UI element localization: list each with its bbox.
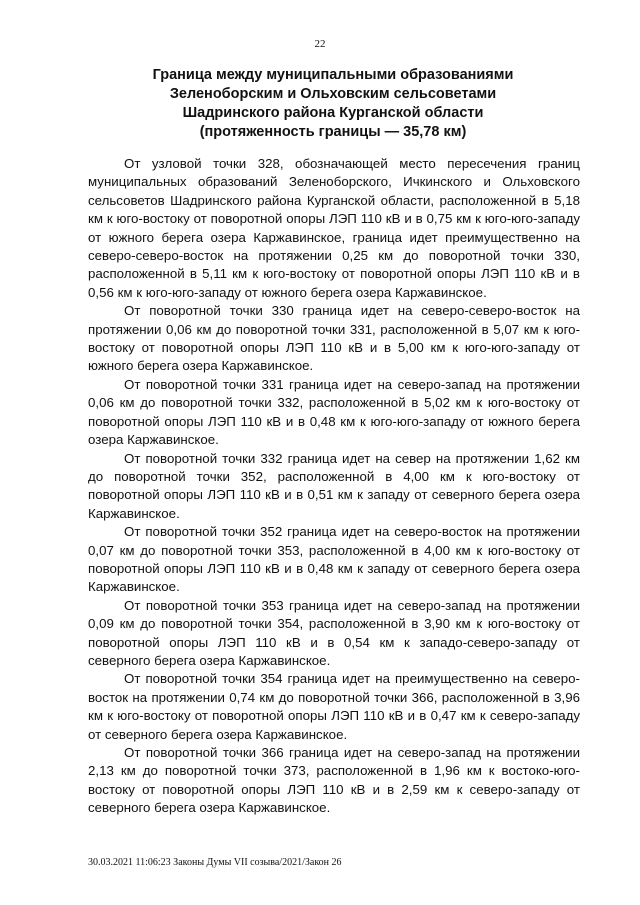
title-line: Зеленоборским и Ольховским сельсоветами [169,86,497,102]
document-footer: 30.03.2021 11:06:23 Законы Думы VII созыва/2021/Закон 26 [88,857,342,868]
title-line: Граница между муниципальными образованиями [152,67,514,83]
body-paragraph: От поворотной точки 354 граница идет на преимущественно на северо-восток на протяжении 0,74 км до поворотной точки 366, расположенной в 3,96 км к юго-востоку от поворотной опоры ЛЭП 110 кВ и в 0,47 км к северо-западу от северного берега озера Каржавинское. [88,671,580,742]
title-line: Шадринского района Курганской области [182,105,484,121]
body-paragraph: От поворотной точки 353 граница идет на северо-запад на протяжении 0,09 км до поворотной точки 354, расположенной в 3,90 км к юго-востоку от поворотной опоры ЛЭП 110 кВ и в 0,54 км к западо-северо-западу от северного берега озера Каржавинское. [88,597,580,668]
body-paragraph: От узловой точки 328, обозначающей место пересечения границ муниципальных образований Зеленоборского, Ичкинского и Ольховского сельсоветов Шадринского района Курганской области, расположенной в 5,18 км к юго-востоку от поворотной опоры ЛЭП 110 кВ и в 0,75 км к юго-юго-западу от южного берега озера Каржавинское, граница идет преимущественно на северо-северо-восток на протяжении 0,25 км до поворотной точки 330, расположенной в 5,11 км к юго-востоку от поворотной опоры ЛЭП 110 кВ и в 0,56 км к юго-юго-западу от южного берега озера Каржавинское. [88,156,580,300]
body-paragraph: От поворотной точки 330 граница идет на северо-северо-восток на протяжении 0,06 км до поворотной точки 331, расположенной в 5,07 км к юго-востоку от поворотной опоры ЛЭП 110 кВ и в 5,00 км к юго-юго-западу от южного берега озера Каржавинское. [88,303,580,374]
body-paragraph: От поворотной точки 352 граница идет на северо-восток на протяжении 0,07 км до поворотной точки 353, расположенной в 4,00 км к юго-востоку от поворотной опоры ЛЭП 110 кВ и в 0,48 км к западу от северного берега озера Каржавинское. [88,524,580,595]
document-body [88,155,580,818]
title-line: (протяженность границы — 35,78 км) [199,124,467,140]
body-paragraph: От поворотной точки 366 граница идет на северо-запад на протяжении 2,13 км до поворотной точки 373, расположенной в 1,96 км к востоко-юго-востоку от поворотной опоры ЛЭП 110 кВ и в 2,59 км к северо-западу от северного берега озера Каржавинское. [88,745,580,816]
document-title [88,66,578,142]
page-number: 22 [314,38,326,50]
body-paragraph: От поворотной точки 332 граница идет на север на протяжении 1,62 км до поворотной точки 352, расположенной в 4,00 км к юго-востоку от поворотной опоры ЛЭП 110 кВ и в 0,51 км к западу от северного берега озера Каржавинское. [88,450,580,521]
body-paragraph: От поворотной точки 331 граница идет на северо-запад на протяжении 0,06 км до поворотной точки 332, расположенной в 5,02 км к юго-востоку от поворотной опоры ЛЭП 110 кВ и в 0,48 км к юго-юго-западу от южного берега озера Каржавинское. [88,376,580,448]
